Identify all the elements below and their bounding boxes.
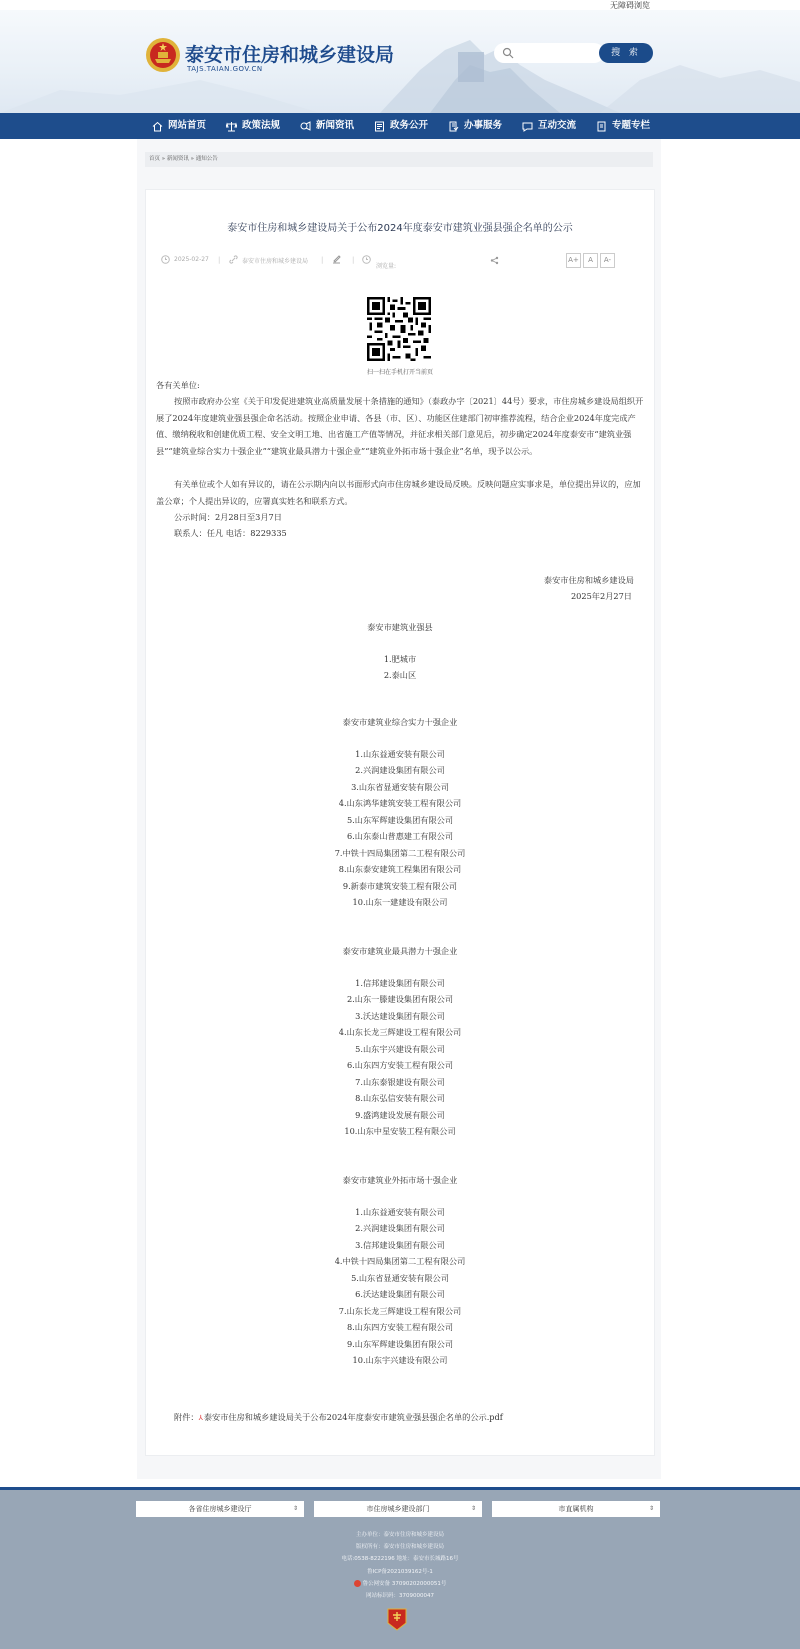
list-item: 6.沃达建设集团有限公司 xyxy=(355,1289,445,1299)
font-decrease-button[interactable]: A- xyxy=(600,253,615,268)
section-title: 泰安市建筑业强县 xyxy=(367,622,433,632)
nav-news[interactable] xyxy=(300,113,354,139)
list-item: 7.山东长龙三辉建设工程有限公司 xyxy=(338,1306,462,1316)
list-item: 3.沃达建设集团有限公司 xyxy=(355,1011,445,1021)
list-item: 9.盛鸿建设发展有限公司 xyxy=(355,1110,445,1120)
article-date: 2025-02-27 xyxy=(174,256,209,263)
site-header xyxy=(0,10,800,113)
section-title: 泰安市建筑业最具潜力十强企业 xyxy=(342,946,458,956)
nav-policy[interactable] xyxy=(226,113,280,139)
link-icon xyxy=(229,255,238,264)
article-source: 泰安市住房和城乡建设局 xyxy=(242,258,309,265)
list-item: 9.新泰市建筑安装工程有限公司 xyxy=(342,881,458,891)
nav-home[interactable] xyxy=(152,113,206,139)
list-item: 3.山东省显通安装有限公司 xyxy=(351,782,449,792)
nav-topics[interactable] xyxy=(596,113,650,139)
list-item: 2.泰山区 xyxy=(383,670,417,680)
list-item: 6.山东四方安装工程有限公司 xyxy=(346,1060,454,1070)
font-increase-button[interactable]: A+ xyxy=(566,253,581,268)
list-item: 4.山东鸿华建筑安装工程有限公司 xyxy=(338,798,462,808)
meta-separator: | xyxy=(321,256,324,264)
list-item: 1.肥城市 xyxy=(383,654,417,664)
select-label: 市住房城乡建设部门 xyxy=(366,1505,430,1513)
footer-police-record[interactable] xyxy=(0,1579,800,1587)
section-title: 泰安市建筑业综合实力十强企业 xyxy=(342,717,458,727)
links-select-municipal[interactable] xyxy=(314,1501,482,1517)
body-paragraph-1: 按照市政府办公室《关于印发促进建筑业高质量发展十条措施的通知》（泰政办字〔2021〕44号）要求，市住房城乡建设局组织开展了2024年度建筑业强县强企命名活动。按照企业申请、各县（市、区）、功能区住建部门初审推荐流程，结合企业2024年度完成产值、缴纳税收和创建优质工程、安全文明工地、出省施工产值等情况，并征求相关部门意见后，初步确定2024年度泰安市“建筑业强县”“建筑业综合实力十强企业”“建筑业最具潜力十强企业”“建筑业外拓市场十强企业”名单，现予以公示。 xyxy=(156,396,644,456)
book-icon xyxy=(374,121,385,132)
list-item: 8.山东四方安装工程有限公司 xyxy=(346,1322,454,1332)
main-nav xyxy=(0,113,800,139)
list-item: 5.山东省显通安装有限公司 xyxy=(351,1273,449,1283)
meta-separator: | xyxy=(352,256,355,264)
list-item: 10.山东中星安装工程有限公司 xyxy=(344,1126,456,1136)
national-emblem-icon xyxy=(145,37,181,73)
list-item: 9.山东军辉建设集团有限公司 xyxy=(346,1339,454,1349)
attachment xyxy=(174,1412,503,1423)
nav-label: 政策法规 xyxy=(242,120,281,131)
attachment-link[interactable]: 泰安市住房和城乡建设局关于公布2024年度泰安市建筑业强县强企名单的公示.pdf xyxy=(203,1412,503,1422)
list-item: 8.山东泰安建筑工程集团有限公司 xyxy=(338,864,462,874)
notice-period: 公示时间：2月28日至3月7日 xyxy=(174,512,282,522)
mountain-backdrop xyxy=(0,10,800,113)
meta-separator: | xyxy=(218,256,221,264)
service-icon xyxy=(448,121,459,132)
views-label: 浏览量: xyxy=(376,263,397,270)
links-select-provincial[interactable] xyxy=(136,1501,304,1517)
footer-host: 主办单位：泰安市住房和城乡建设局 xyxy=(355,1532,444,1538)
content-container xyxy=(137,139,661,1479)
list-item: 8.山东弘信安装有限公司 xyxy=(355,1093,445,1103)
list-item: 1.信邦建设集团有限公司 xyxy=(355,978,445,988)
share-icon[interactable] xyxy=(490,256,499,265)
home-icon xyxy=(152,121,163,132)
nav-label: 办事服务 xyxy=(464,120,503,131)
select-label: 市直属机构 xyxy=(558,1505,594,1513)
signature-org: 泰安市住房和城乡建设局 xyxy=(543,575,634,585)
nav-services[interactable] xyxy=(448,113,502,139)
font-normal-button[interactable]: A xyxy=(583,253,598,268)
breadcrumb[interactable] xyxy=(145,152,653,167)
accessibility-link[interactable]: 无障碍浏览 xyxy=(610,1,650,10)
news-icon xyxy=(300,121,311,132)
qr-code-icon xyxy=(367,297,431,361)
clock-icon xyxy=(161,255,170,264)
attachment-label: 附件： xyxy=(174,1412,199,1422)
police-badge-icon xyxy=(354,1580,361,1587)
list-item: 7.中铁十四局集团第二工程有限公司 xyxy=(334,848,466,858)
search-icon xyxy=(502,47,514,59)
nav-label: 网站首页 xyxy=(168,120,207,131)
chevron-updown-icon: ⇕ xyxy=(292,1505,298,1512)
top-utility-bar xyxy=(0,0,800,10)
scale-icon xyxy=(226,121,237,132)
list-item: 4.山东长龙三辉建设工程有限公司 xyxy=(338,1027,462,1037)
footer-contact: 电话:0538-8222196 地址：泰安市长城路16号 xyxy=(341,1556,459,1562)
list-item: 2.山东一滕建设集团有限公司 xyxy=(346,994,454,1004)
breadcrumb-text[interactable]: 首页 » 新闻资讯 » 通知公告 xyxy=(149,156,218,162)
article-title: 泰安市住房和城乡建设局关于公布2024年度泰安市建筑业强县强企名单的公示 xyxy=(227,223,573,234)
nav-gov-affairs[interactable] xyxy=(374,113,428,139)
chat-icon xyxy=(522,121,533,132)
list-item: 10.山东宇兴建设有限公司 xyxy=(352,1355,448,1365)
search-input[interactable] xyxy=(494,43,604,63)
body-paragraph-2: 有关单位或个人如有异议的，请在公示期内向以书面形式向市住房城乡建设局反映。反映问题应实事求是，单位提出异议的，应加盖公章；个人提出异议的，应署真实姓名和联系方式。 xyxy=(156,479,641,506)
site-subtitle: TAJS.TAIAN.GOV.CN xyxy=(187,65,263,73)
site-title: 泰安市住房和城乡建设局 xyxy=(185,44,395,66)
list-item: 5.山东军辉建设集团有限公司 xyxy=(346,815,454,825)
salutation: 各有关单位: xyxy=(156,380,200,390)
signature-date: 2025年2月27日 xyxy=(570,591,632,601)
list-item: 4.中铁十四局集团第二工程有限公司 xyxy=(334,1256,466,1266)
list-item: 1.山东益通安装有限公司 xyxy=(355,749,445,759)
nav-label: 新闻资讯 xyxy=(316,120,355,131)
police-record-text: 鲁公网安备 37090202000051号 xyxy=(362,1581,447,1587)
nav-label: 专题专栏 xyxy=(612,120,651,131)
contact-info: 联系人：任凡 电话：8229335 xyxy=(174,528,287,538)
chevron-updown-icon: ⇕ xyxy=(470,1505,476,1512)
article xyxy=(145,189,655,1456)
select-label: 各省住房城乡建设厅 xyxy=(188,1505,252,1513)
qr-caption: 扫一扫在手机打开当前页 xyxy=(366,369,433,376)
list-item: 2.兴润建设集团有限公司 xyxy=(355,765,445,775)
footer-site-id: 网站标识码：3709000047 xyxy=(366,1593,434,1599)
links-select-affiliated[interactable] xyxy=(492,1501,660,1517)
nav-interaction[interactable] xyxy=(522,113,576,139)
views-clock-icon xyxy=(362,255,371,264)
list-item: 6.山东泰山普惠建工有限公司 xyxy=(346,831,454,841)
footer-copyright: 版权所有：泰安市住房和城乡建设局 xyxy=(355,1544,444,1550)
edit-icon xyxy=(332,254,341,264)
nav-label: 政务公开 xyxy=(390,120,429,131)
section-title: 泰安市建筑业外拓市场十强企业 xyxy=(342,1175,458,1185)
nav-label: 互动交流 xyxy=(538,120,577,131)
pdf-icon: ⅄ xyxy=(198,1414,203,1422)
chevron-updown-icon: ⇕ xyxy=(648,1505,654,1512)
site-footer xyxy=(0,1487,800,1649)
list-item: 10.山东一建建设有限公司 xyxy=(352,897,448,907)
list-item: 1.山东益通安装有限公司 xyxy=(355,1207,445,1217)
list-item: 3.信邦建设集团有限公司 xyxy=(355,1240,445,1250)
search-button[interactable]: 搜 索 xyxy=(599,43,653,63)
footer-icp[interactable]: 鲁ICP备2021039162号-1 xyxy=(367,1569,433,1575)
list-item: 5.山东宇兴建设有限公司 xyxy=(355,1044,445,1054)
topic-icon xyxy=(596,121,607,132)
gov-error-badge-icon[interactable] xyxy=(386,1607,408,1631)
list-item: 2.兴润建设集团有限公司 xyxy=(355,1223,445,1233)
list-item: 7.山东泰银建设有限公司 xyxy=(355,1077,445,1087)
